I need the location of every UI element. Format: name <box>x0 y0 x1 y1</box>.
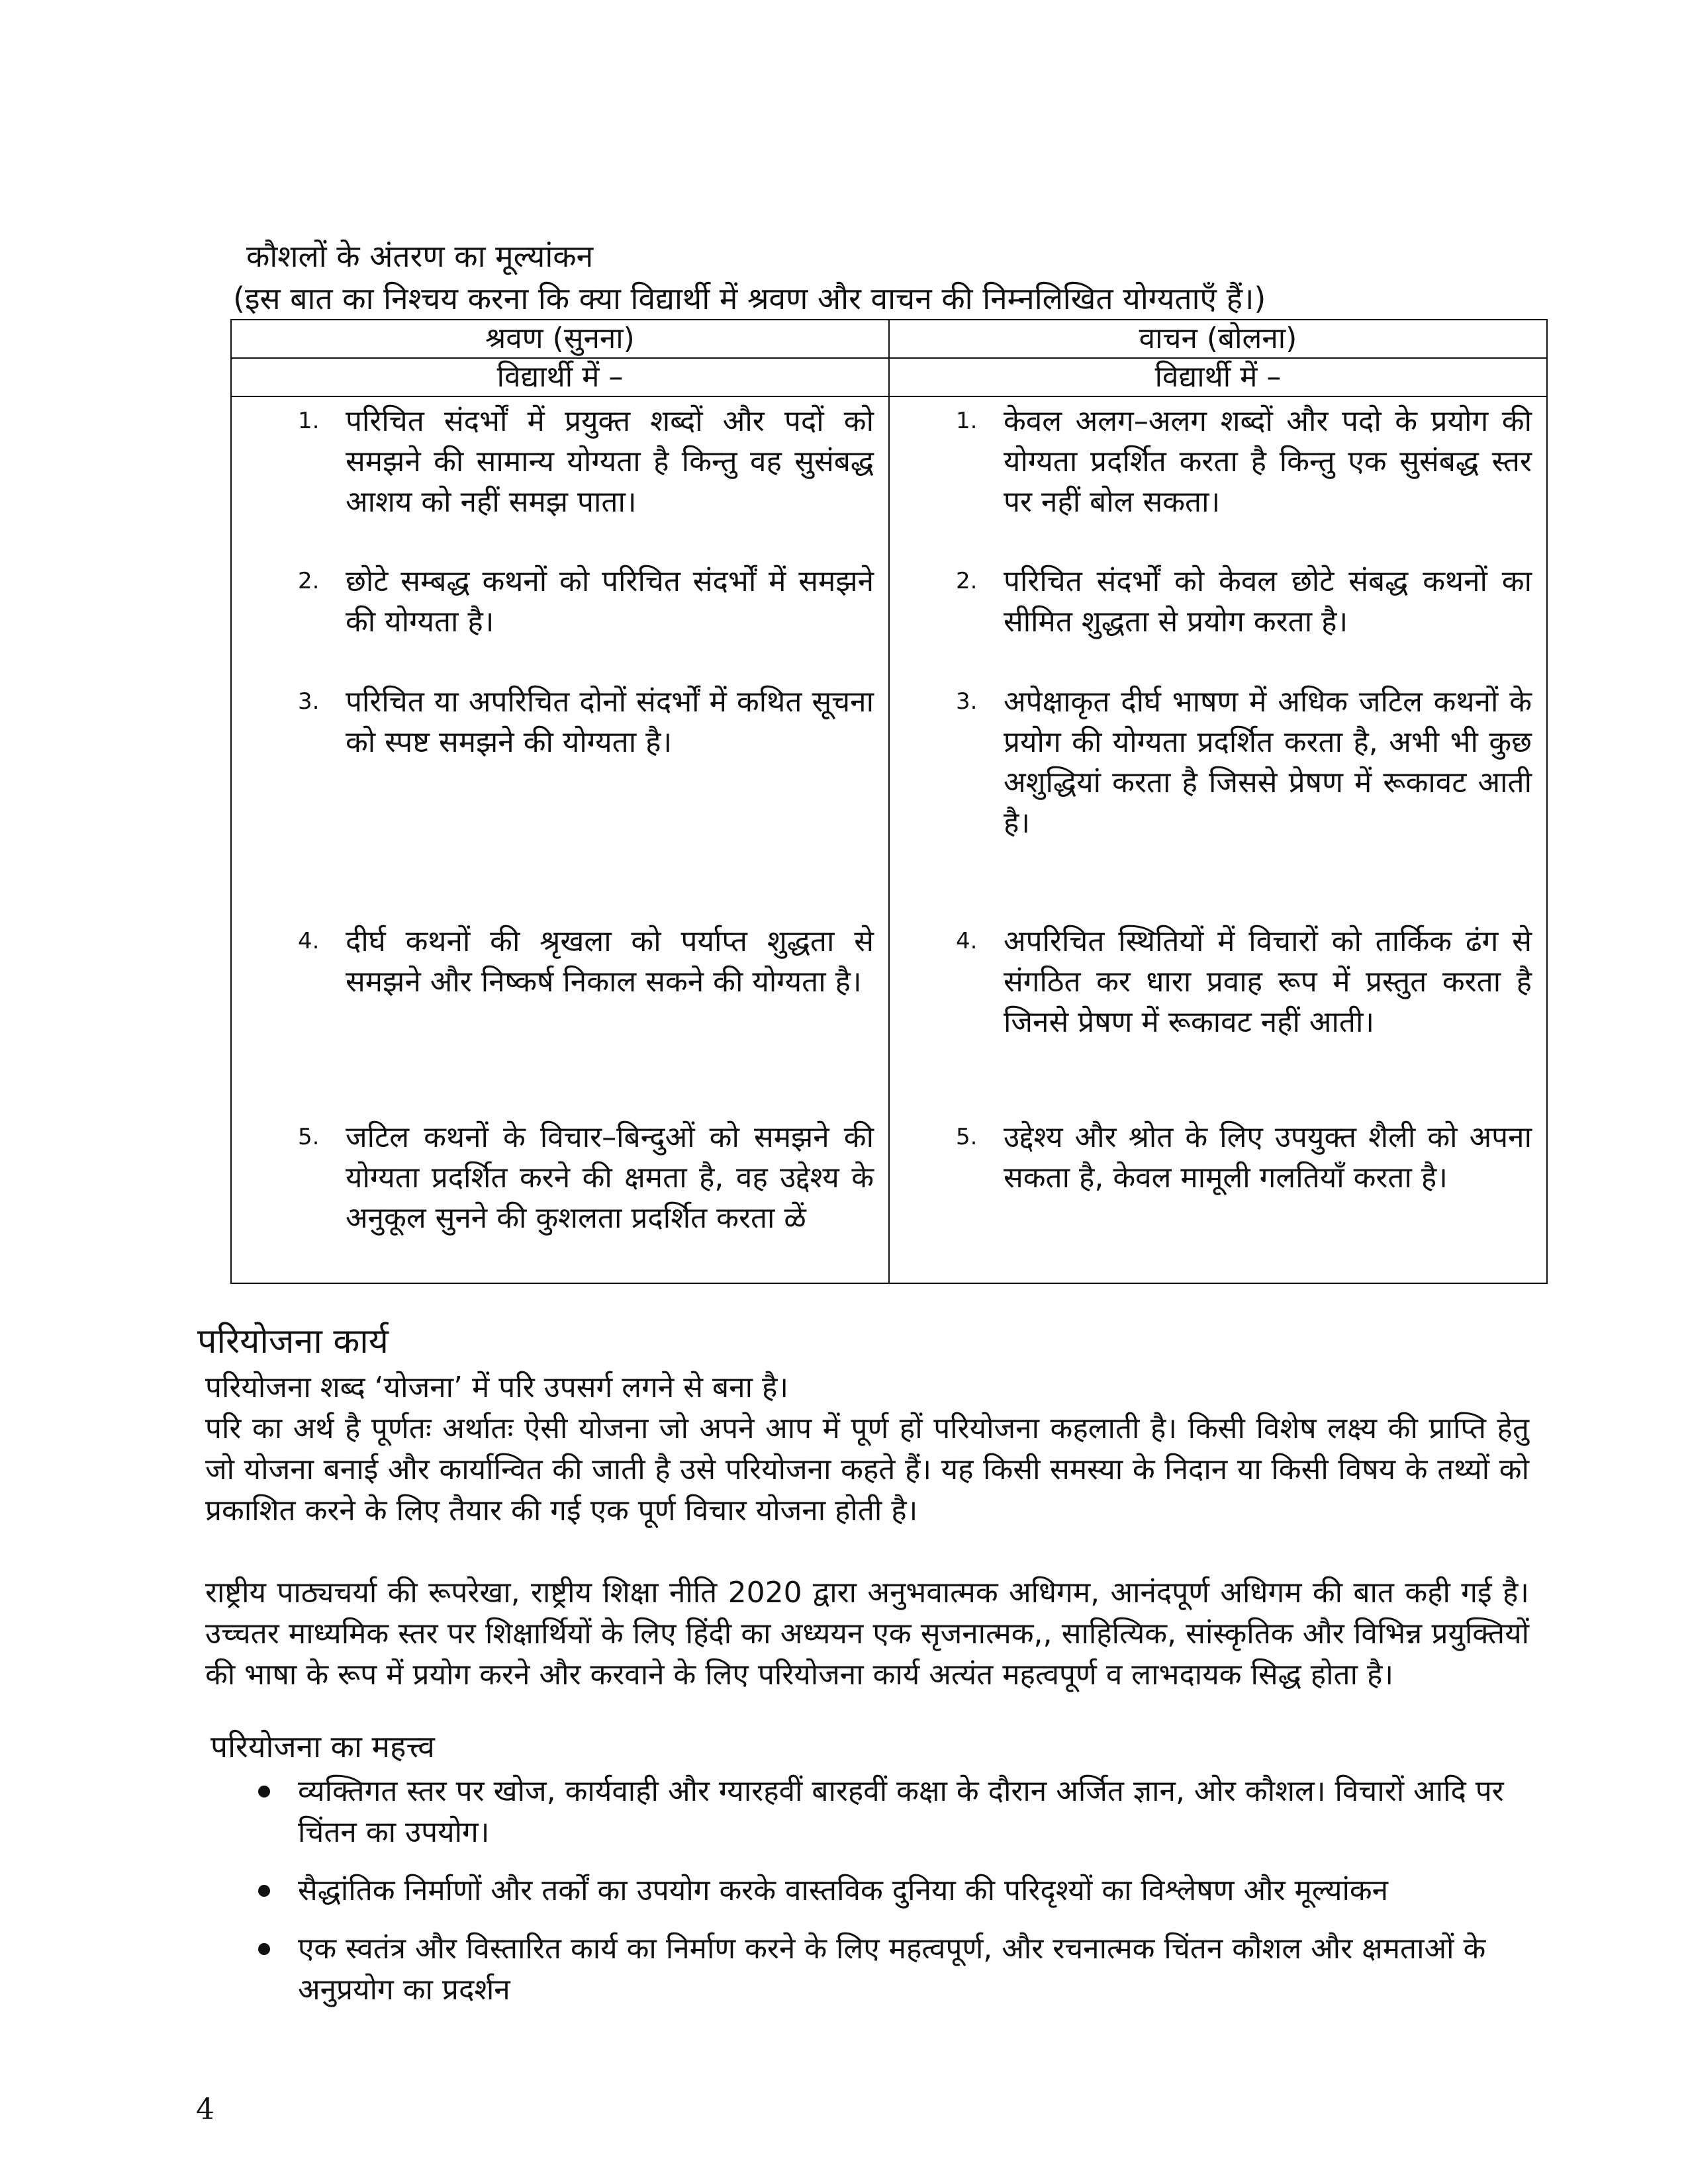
importance-heading: परियोजना का महत्त्व <box>211 1729 435 1764</box>
speaking-item <box>890 1117 1546 1283</box>
item-number: 5. <box>956 1124 978 1150</box>
table-header-row <box>231 320 1547 358</box>
item-number: 2. <box>956 568 978 594</box>
item-number: 4. <box>956 928 978 954</box>
speaking-item <box>890 682 1546 921</box>
item-text: परिचित या अपरिचित दोनों संदर्भों में कथित सूचना को स्पष्ट समझने की योग्यता है। <box>346 685 874 759</box>
speaking-subheader: विद्यार्थी में – <box>889 358 1547 396</box>
speaking-item <box>890 921 1546 1117</box>
listening-item <box>232 682 888 921</box>
bullet-icon <box>258 1786 270 1797</box>
assessment-title: कौशलों के अंतरण का मूल्यांकन <box>246 238 594 274</box>
item-number: 5. <box>298 1124 320 1150</box>
item-text: छोटे सम्बद्ध कथनों को परिचित संदर्भों में समझने की योग्यता है। <box>346 565 874 639</box>
listening-column <box>231 396 889 1283</box>
skills-table <box>230 319 1548 1284</box>
listening-item <box>232 921 888 1117</box>
item-text: केवल अलग–अलग शब्दों और पदो के प्रयोग की योग्यता प्रदर्शित करता है किन्तु एक सुसंबद्ध स्तर पर नहीं बोल सकता। <box>1004 404 1532 519</box>
speaking-column <box>889 396 1547 1283</box>
page-number: 4 <box>196 2093 214 2126</box>
item-number: 3. <box>956 688 978 715</box>
project-heading: परियोजना कार्य <box>197 1322 389 1361</box>
item-text: अपेक्षाकृत दीर्घ भाषण में अधिक जटिल कथनों के प्रयोग की योग्यता प्रदर्शित करता है, अभी भी कुछ अशुद्धियां करता है जिससे प्रेषण में रूकावट आती है। <box>1004 685 1532 840</box>
project-intro: परियोजना शब्द ‘योजना’ में परि उपसर्ग लगने से बना है। <box>205 1371 788 1404</box>
project-context: राष्ट्रीय पाठ्यचर्या की रूपरेखा, राष्ट्रीय शिक्षा नीति 2020 द्वारा अनुभवात्मक अधिगम, आनंदपूर्ण अधिगम की बात कही गई है। उच्चतर माध्यमिक स्तर पर शिक्षार्थियों के लिए हिंदी का अध्ययन एक सृजनात्मक,, साहित्यिक, सांस्कृतिक और विभिन्न प्रयुक्तियों की भाषा के रूप में प्रयोग करने और करवाने के लिए परियोजना कार्य अत्यंत महत्वपूर्ण व लाभदायक सिद्ध होता है। <box>205 1576 1529 1692</box>
item-number: 4. <box>298 928 320 954</box>
importance-list <box>258 1771 1549 2028</box>
listening-header: श्रवण (सुनना) <box>231 320 889 358</box>
speaking-item <box>890 561 1546 682</box>
item-text: अपरिचित स्थितियों में विचारों को तार्किक ढंग से संगठित कर धारा प्रवाह रूप में प्रस्तुत करता है जिनसे प्रेषण में रूकावट नहीं आती। <box>1004 925 1532 1039</box>
item-number: 1. <box>956 408 978 434</box>
table-subheader-row <box>231 358 1547 396</box>
bullet-icon <box>258 1885 270 1897</box>
item-number: 1. <box>298 408 320 434</box>
table-body-row <box>231 396 1547 1283</box>
listening-item <box>232 401 888 561</box>
listening-subheader: विद्यार्थी में – <box>231 358 889 396</box>
item-number: 3. <box>298 688 320 715</box>
speaking-header: वाचन (बोलना) <box>889 320 1547 358</box>
listening-item <box>232 561 888 682</box>
item-text: परिचित संदर्भों को केवल छोटे संबद्ध कथनों का सीमित शुद्धता से प्रयोग करता है। <box>1004 565 1532 639</box>
listening-item <box>232 1117 888 1283</box>
list-item <box>258 1771 1549 1853</box>
item-number: 2. <box>298 568 320 594</box>
item-text: जटिल कथनों के विचार–बिन्दुओं को समझने की योग्यता प्रदर्शित करने की क्षमता है, वह उद्देश्य के अनुकूल सुनने की कुशलता प्रदर्शित करता ळें <box>346 1120 874 1235</box>
item-text: दीर्घ कथनों की श्रृखला को पर्याप्त शुद्धता से समझने और निष्कर्ष निकाल सकने की योग्यता है। <box>346 925 874 999</box>
item-text: परिचित संदर्भों में प्रयुक्त शब्दों और पदों को समझने की सामान्य योग्यता है किन्तु वह सुसंबद्ध आशय को नहीं समझ पाता। <box>346 404 874 519</box>
bullet-text: एक स्वतंत्र और विस्तारित कार्य का निर्माण करने के लिए महत्वपूर्ण, और रचनात्मक चिंतन कौशल और क्षमताओं के अनुप्रयोग का प्रदर्शन <box>298 1932 1486 2007</box>
project-definition: परि का अर्थ है पूर्णतः अर्थातः ऐसी योजना जो अपने आप में पूर्ण हों परियोजना कहलाती है। किसी विशेष लक्ष्य की प्राप्ति हेतु जो योजना बनाई और कार्यान्वित की जाती है उसे परियोजना कहते हैं। यह किसी समस्या के निदान या किसी विषय के तथ्यों को प्रकाशित करने के लिए तैयार की गई एक पूर्ण विचार योजना होती है। <box>205 1412 1529 1527</box>
list-item <box>258 1870 1549 1911</box>
list-item <box>258 1929 1549 2011</box>
assessment-subtitle: (इस बात का निश्चय करना कि क्या विद्यार्थी में श्रवण और वाचन की निम्नलिखित योग्यताएँ हैं।) <box>233 281 1266 316</box>
bullet-text: सैद्धांतिक निर्माणों और तर्कों का उपयोग करके वास्तविक दुनिया की परिदृश्यों का विश्लेषण और मूल्यांकन <box>298 1874 1389 1907</box>
bullet-icon <box>258 1943 270 1955</box>
speaking-item <box>890 401 1546 561</box>
bullet-text: व्यक्तिगत स्तर पर खोज, कार्यवाही और ग्यारहवीं बारहवीं कक्षा के दौरान अर्जित ज्ञान, ओर कौशल। विचारों आदि पर चिंतन का उपयोग। <box>298 1774 1504 1849</box>
item-text: उद्देश्य और श्रोत के लिए उपयुक्त शैली को अपना सकता है, केवल मामूली गलतियाँ करता है। <box>1004 1120 1532 1195</box>
